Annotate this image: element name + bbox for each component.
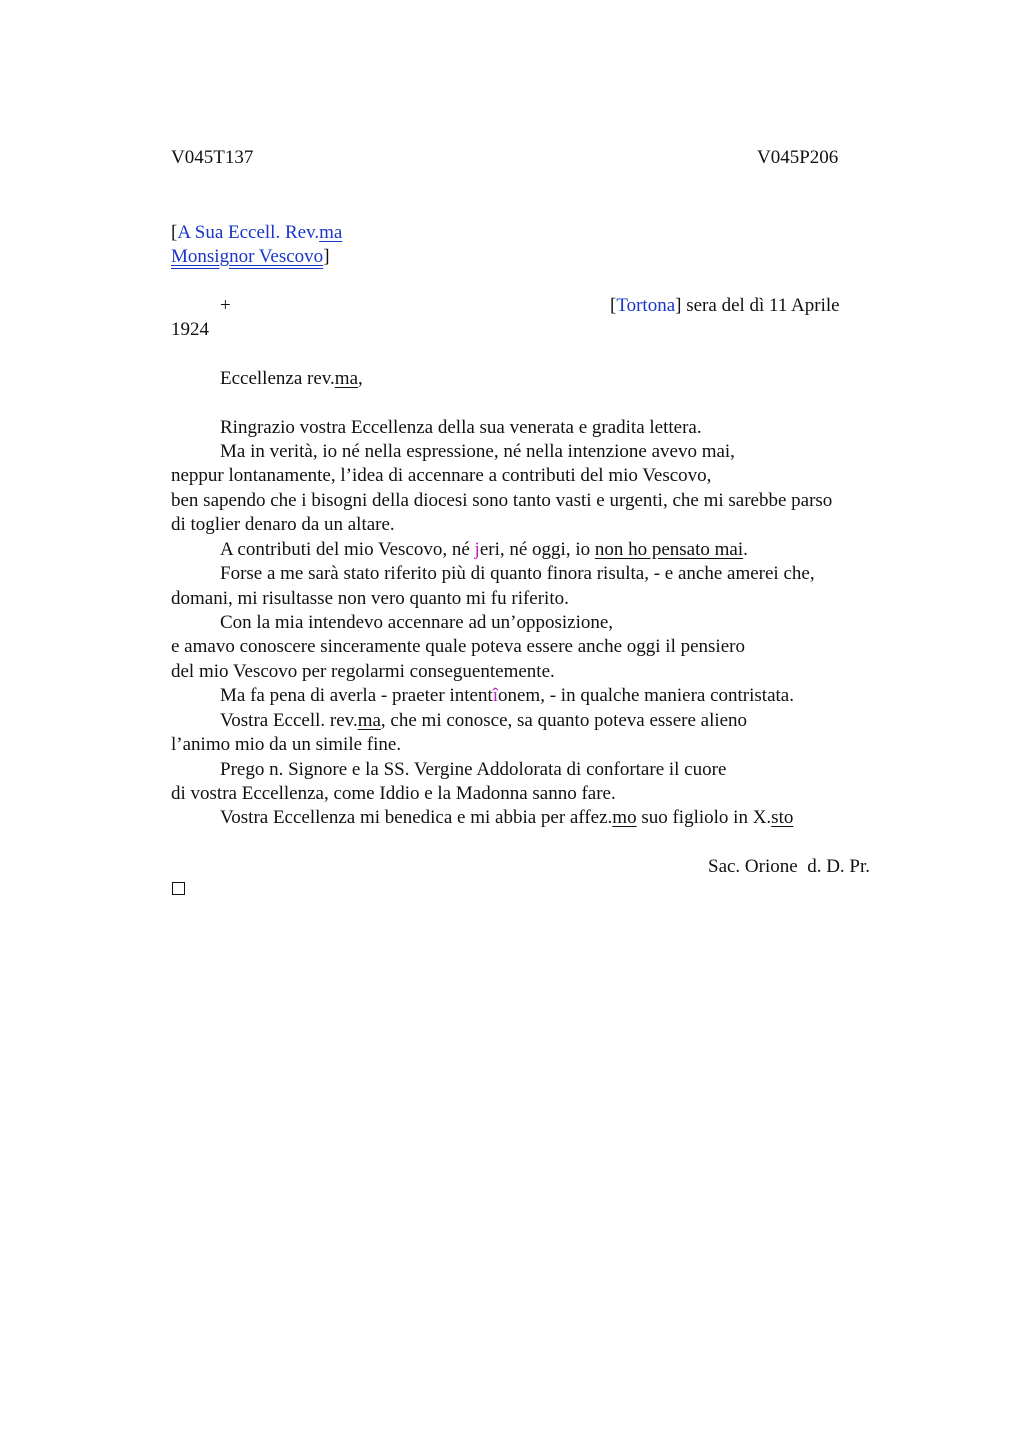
signature: Sac. Orione d. D. Pr. (708, 856, 871, 877)
body-line: Prego n. Signore e la SS. Vergine Addolorata di confortare il cuore (220, 759, 727, 780)
cross-symbol: + (220, 295, 231, 316)
salutation-text: Eccellenza rev. (220, 368, 335, 389)
end-marker-box (172, 882, 185, 895)
salutation (220, 367, 363, 391)
recipient-name: Monsignor Vescovo (171, 246, 324, 267)
body-line: Forse a me sarà stato riferito più di quanto finora risulta, - e anche amerei che, (220, 563, 815, 584)
bracket-close: ] (323, 246, 330, 267)
text-segment: Vostra Eccellenza mi benedica e mi abbia per affez. (220, 807, 613, 828)
body-line: neppur lontanamente, l’idea di accennare a contributi del mio Vescovo, (171, 465, 712, 486)
underlined-abbr: ma (357, 710, 381, 731)
text-segment: eri, né oggi, io (479, 539, 595, 560)
document-code-left: V045T137 (171, 147, 254, 168)
text-segment: Vostra Eccell. rev. (220, 710, 358, 731)
body-line: e amavo conoscere sinceramente quale poteva essere anche oggi il pensiero (171, 636, 745, 657)
body-line: ben sapendo che i bisogni della diocesi sono tanto vasti e urgenti, che mi sarebbe parso (171, 490, 833, 511)
body-line: domani, mi risultasse non vero quanto mi fu riferito. (171, 588, 569, 609)
correction-mark: î (492, 685, 498, 706)
document-code-right: V045P206 (757, 147, 839, 168)
date-year: 1924 (171, 319, 209, 340)
bracket-open: [ (171, 222, 178, 243)
body-line: Ma in verità, io né nella espressione, né nella intenzione avevo mai, (220, 441, 735, 462)
text-segment: . (743, 539, 748, 560)
date-text: ] sera del dì 11 Aprile (675, 295, 840, 316)
salutation-punct: , (358, 368, 363, 389)
address-line-1 (171, 221, 342, 245)
underlined-abbr: sto (771, 807, 794, 828)
salutation-abbr: ma (334, 368, 359, 389)
body-line (220, 806, 793, 830)
text-segment: A contributi del mio Vescovo, né (220, 539, 475, 560)
underlined-abbr: mo (612, 807, 637, 828)
body-line: l’animo mio da un simile fine. (171, 734, 402, 755)
body-line: di vostra Eccellenza, come Iddio e la Madonna sanno fare. (171, 783, 616, 804)
address-abbr: ma (319, 222, 343, 243)
body-line (220, 709, 747, 733)
text-segment: onem, - in qualche maniera contristata. (498, 685, 794, 706)
text-segment: Ma fa pena di averla - praeter intent (220, 685, 493, 706)
body-line (220, 538, 748, 562)
text-segment: suo figliolo in X. (636, 807, 772, 828)
body-line: di toglier denaro da un altare. (171, 514, 395, 535)
body-line: del mio Vescovo per regolarmi conseguentemente. (171, 661, 555, 682)
body-line: Con la mia intendevo accennare ad un’opposizione, (220, 612, 614, 633)
dateline (610, 294, 840, 318)
place-name: Tortona (616, 295, 676, 316)
body-line: Ringrazio vostra Eccellenza della sua venerata e gradita lettera. (220, 417, 702, 438)
text-segment: , che mi conosce, sa quanto poteva essere alieno (380, 710, 748, 731)
underlined-phrase: non ho pensato mai (594, 539, 744, 560)
place-bracket-open: [ (610, 295, 617, 316)
address-line-2 (171, 245, 330, 269)
body-line (220, 684, 794, 708)
correction-mark: j (474, 539, 480, 560)
address-text: A Sua Eccell. Rev. (177, 222, 320, 243)
